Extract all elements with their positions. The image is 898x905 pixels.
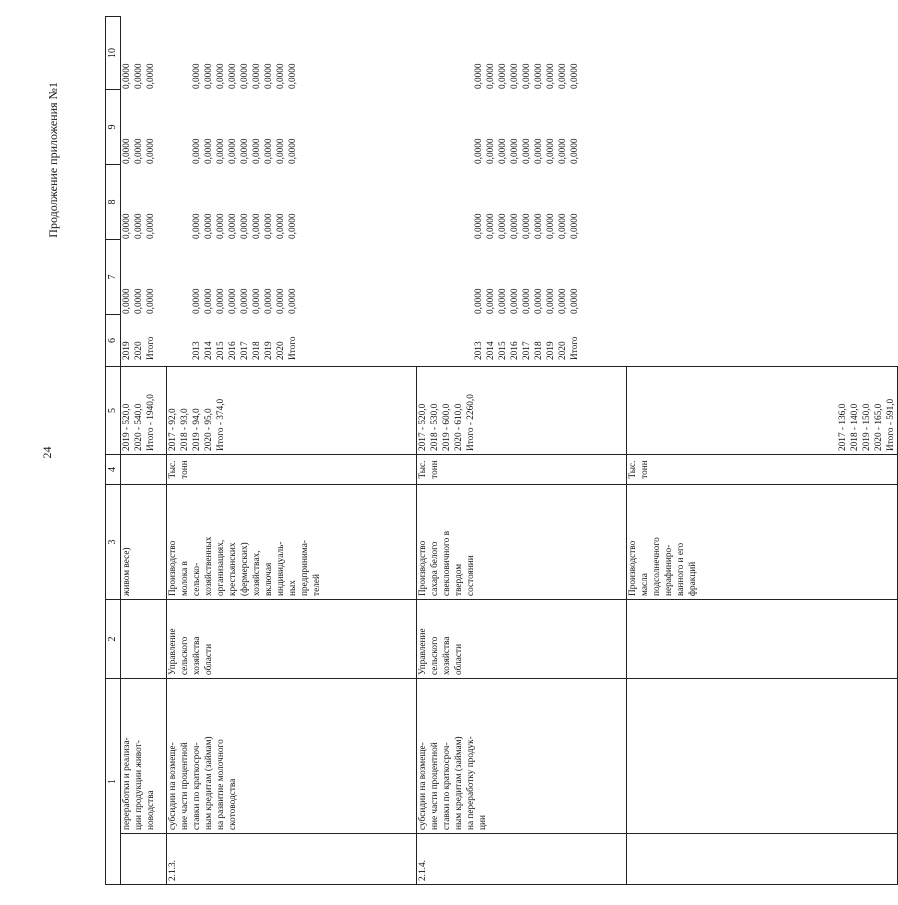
value-col8-cell: 0,0000 [509, 213, 520, 239]
financing-block [167, 17, 417, 367]
item-number-cell: 2.1.3. [167, 834, 417, 885]
value-col10-cell: 0,0000 [287, 63, 298, 89]
value-col9-cell: 0,0000 [146, 138, 156, 164]
year-cell: Итого [146, 336, 156, 360]
indicator-cell [417, 485, 627, 600]
value-col7-cell: 0,0000 [134, 288, 144, 314]
year-cell: 2015 [497, 341, 508, 360]
value-col9-cell: 0,0000 [569, 138, 580, 164]
financing-row [239, 16, 251, 366]
value-col9-cell: 0,0000 [497, 138, 508, 164]
executor-line: Управление [418, 628, 428, 675]
item-number-cell [627, 834, 898, 885]
value-col8-cell: 0,0000 [122, 213, 132, 239]
year-cell: 2014 [485, 341, 496, 360]
column-header-10: 10 [106, 17, 121, 90]
year-cell: 2017 [521, 341, 532, 360]
measure-name-line: ным кредитам (займам) [204, 736, 214, 830]
value-col10-cell: 0,0000 [545, 63, 556, 89]
value-col7-cell: 0,0000 [473, 288, 484, 314]
target-volume-cell [417, 367, 627, 455]
indicator-line: фракций [688, 561, 698, 596]
measure-name-line: скотоводства [228, 778, 238, 830]
indicator-line: предпринима- [300, 540, 310, 596]
value-col9-cell: 0,0000 [533, 138, 544, 164]
value-col10-cell: 0,0000 [146, 63, 156, 89]
value-col8-cell: 0,0000 [146, 213, 156, 239]
year-cell: 2018 [251, 341, 262, 360]
indicator-cell [121, 485, 167, 600]
financing-row [557, 16, 569, 366]
value-col10-cell: 0,0000 [533, 63, 544, 89]
value-col10-cell: 0,0000 [569, 63, 580, 89]
value-col10-cell: 0,0000 [497, 63, 508, 89]
target-volume-line: Итого - 2260,0 [466, 394, 476, 451]
value-col8-cell: 0,0000 [497, 213, 508, 239]
value-col9-cell: 0,0000 [191, 138, 202, 164]
value-col8-cell: 0,0000 [569, 213, 580, 239]
value-col7-cell: 0,0000 [275, 288, 286, 314]
item-number-cell: 2.1.4. [417, 834, 627, 885]
financing-row [275, 16, 287, 366]
measure-name-cell [121, 679, 167, 834]
indicator-cell [627, 485, 898, 600]
target-volume-line: 2019 - 600,0 [442, 403, 452, 451]
financing-table [191, 16, 299, 366]
financing-row [121, 16, 133, 366]
measure-name-line: субсидии на возмеще- [418, 742, 428, 830]
financing-row [497, 16, 509, 366]
year-cell: 2013 [473, 341, 484, 360]
value-col9-cell: 0,0000 [509, 138, 520, 164]
value-col9-cell: 0,0000 [239, 138, 250, 164]
financing-row [545, 16, 557, 366]
appendix-continuation-label: Продолжение приложения №1 [46, 82, 60, 238]
year-cell: 2020 [275, 341, 286, 360]
value-col9-cell: 0,0000 [227, 138, 238, 164]
table-row [417, 17, 627, 885]
indicator-line: нерафиниро- [664, 544, 674, 596]
target-volume-cell [627, 367, 898, 455]
executor-line: хозяйства [192, 636, 202, 675]
financing-row [133, 16, 145, 366]
measure-name-line: ние части процентной [180, 742, 190, 830]
financing-row [191, 16, 203, 366]
value-col7-cell: 0,0000 [122, 288, 132, 314]
table-row [627, 17, 898, 885]
value-col7-cell: 0,0000 [191, 288, 202, 314]
indicator-line: живом весе) [122, 547, 132, 596]
indicator-line: телей [312, 574, 322, 596]
target-volume-line: 2020 - 95,0 [204, 408, 214, 451]
value-col7-cell: 0,0000 [215, 288, 226, 314]
value-col7-cell: 0,0000 [251, 288, 262, 314]
measure-name-line: на переработку продук- [466, 736, 476, 830]
target-volume-cell [167, 367, 417, 455]
value-col9-cell: 0,0000 [215, 138, 226, 164]
measure-name-cell [167, 679, 417, 834]
value-col8-cell: 0,0000 [251, 213, 262, 239]
measure-name-line: ции [478, 815, 488, 830]
year-cell: 2020 [557, 341, 568, 360]
target-volume-line: 2018 - 140,0 [850, 403, 860, 451]
indicator-line: хозяйствах, [252, 550, 262, 596]
indicator-line: (фермерских) [240, 542, 250, 596]
indicator-line: свекловичного в [442, 530, 452, 596]
column-header-7: 7 [106, 240, 121, 315]
year-cell: 2019 [122, 341, 132, 360]
indicator-line: подсолнечного [652, 537, 662, 596]
measure-name-line: новодства [146, 790, 156, 830]
value-col10-cell: 0,0000 [122, 63, 132, 89]
value-col8-cell: 0,0000 [263, 213, 274, 239]
executor-cell [167, 600, 417, 679]
executor-line: области [454, 643, 464, 675]
value-col10-cell: 0,0000 [275, 63, 286, 89]
year-cell: 2019 [263, 341, 274, 360]
page-number: 24 [40, 446, 54, 459]
value-col10-cell: 0,0000 [203, 63, 214, 89]
target-volume-line: 2019 - 94,0 [192, 408, 202, 451]
measure-name-line: на развитие молочного [216, 739, 226, 830]
year-cell: Итого [569, 336, 580, 360]
indicator-line: молока в [180, 561, 190, 596]
value-col8-cell: 0,0000 [545, 213, 556, 239]
value-col9-cell: 0,0000 [122, 138, 132, 164]
column-header-4: 4 [106, 455, 121, 485]
value-col7-cell: 0,0000 [569, 288, 580, 314]
value-col8-cell: 0,0000 [521, 213, 532, 239]
unit-of-measure-line: Тыс. [418, 460, 428, 479]
unit-of-measure-line: Тыс. [628, 460, 638, 479]
value-col10-cell: 0,0000 [509, 63, 520, 89]
value-col10-cell: 0,0000 [263, 63, 274, 89]
value-col8-cell: 0,0000 [473, 213, 484, 239]
financing-table [473, 16, 581, 366]
financing-row [251, 16, 263, 366]
financing-row [263, 16, 275, 366]
target-volume-line: 2017 - 136,0 [838, 403, 848, 451]
unit-of-measure-line: тонн [430, 460, 440, 479]
value-col9-cell: 0,0000 [275, 138, 286, 164]
value-col7-cell: 0,0000 [263, 288, 274, 314]
year-cell: 2020 [134, 341, 144, 360]
value-col8-cell: 0,0000 [203, 213, 214, 239]
year-cell: 2015 [215, 341, 226, 360]
unit-of-measure-cell [417, 455, 627, 485]
value-col7-cell: 0,0000 [497, 288, 508, 314]
financing-row [509, 16, 521, 366]
target-volume-line: Итого - 1940,0 [146, 394, 156, 451]
target-volume-line: 2020 - 540,0 [134, 403, 144, 451]
unit-of-measure-line: тонн [180, 460, 190, 479]
target-volume-line: 2019 - 520,0 [122, 403, 132, 451]
indicator-line: состоянии [466, 555, 476, 596]
column-header-9: 9 [106, 90, 121, 165]
value-col10-cell: 0,0000 [251, 63, 262, 89]
value-col10-cell: 0,0000 [191, 63, 202, 89]
table-header-row [106, 17, 121, 885]
value-col10-cell: 0,0000 [557, 63, 568, 89]
indicator-line: Производство [628, 540, 638, 596]
target-volume-cell [121, 367, 167, 455]
target-volume-line: 2017 - 520,0 [418, 403, 428, 451]
year-cell: 2014 [203, 341, 214, 360]
value-col9-cell: 0,0000 [485, 138, 496, 164]
measure-name-line: переработки и реализа- [122, 737, 132, 830]
value-col9-cell: 0,0000 [134, 138, 144, 164]
year-cell: Итого [287, 336, 298, 360]
value-col8-cell: 0,0000 [275, 213, 286, 239]
financing-row [521, 16, 533, 366]
value-col7-cell: 0,0000 [521, 288, 532, 314]
indicator-line: ванного и его [676, 542, 686, 596]
value-col10-cell: 0,0000 [473, 63, 484, 89]
target-volume-line: 2020 - 610,0 [454, 403, 464, 451]
indicator-line: включая [264, 562, 274, 596]
target-volume-line: 2020 - 165,0 [874, 403, 884, 451]
value-col10-cell: 0,0000 [227, 63, 238, 89]
value-col9-cell: 0,0000 [545, 138, 556, 164]
financing-row [485, 16, 497, 366]
column-header-5: 5 [106, 367, 121, 455]
financing-block [121, 17, 167, 367]
financing-row [287, 16, 299, 366]
unit-of-measure-cell [627, 455, 898, 485]
value-col7-cell: 0,0000 [557, 288, 568, 314]
indicator-line: ных [288, 580, 298, 596]
column-header-3: 3 [106, 485, 121, 600]
executor-line: сельского [180, 636, 190, 675]
table-row [121, 17, 167, 885]
value-col9-cell: 0,0000 [203, 138, 214, 164]
column-header-6: 6 [106, 315, 121, 367]
year-cell: 2013 [191, 341, 202, 360]
measure-name-line: ным кредитам (займам) [454, 736, 464, 830]
item-number-cell [121, 834, 167, 885]
unit-of-measure-line: тонн [640, 460, 650, 479]
executor-cell [121, 600, 167, 679]
financing-row [203, 16, 215, 366]
measure-name-cell [417, 679, 627, 834]
value-col7-cell: 0,0000 [509, 288, 520, 314]
value-col7-cell: 0,0000 [485, 288, 496, 314]
financing-row [569, 16, 581, 366]
column-header-8: 8 [106, 165, 121, 240]
value-col10-cell: 0,0000 [134, 63, 144, 89]
target-volume-line: 2019 - 150,0 [862, 403, 872, 451]
value-col7-cell: 0,0000 [239, 288, 250, 314]
indicator-line: Производство [168, 540, 178, 596]
program-table [105, 16, 898, 885]
executor-cell [627, 600, 898, 679]
value-col8-cell: 0,0000 [134, 213, 144, 239]
year-cell: 2016 [227, 341, 238, 360]
year-cell: 2019 [545, 341, 556, 360]
column-header-2: 2 [106, 600, 121, 679]
indicator-line: индивидуаль- [276, 541, 286, 596]
target-volume-line: 2018 - 530,0 [430, 403, 440, 451]
financing-row [227, 16, 239, 366]
financing-row [145, 16, 157, 366]
target-volume-line: 2018 - 93,0 [180, 408, 190, 451]
executor-line: Управление [168, 628, 178, 675]
financing-row [215, 16, 227, 366]
value-col9-cell: 0,0000 [473, 138, 484, 164]
target-volume-line: Итого - 591,0 [886, 398, 896, 451]
value-col10-cell: 0,0000 [239, 63, 250, 89]
unit-of-measure-cell [167, 455, 417, 485]
year-cell: 2017 [239, 341, 250, 360]
value-col9-cell: 0,0000 [263, 138, 274, 164]
year-cell: 2016 [509, 341, 520, 360]
financing-block [417, 17, 627, 367]
target-volume-line: Итого - 374,0 [216, 398, 226, 451]
financing-row [473, 16, 485, 366]
measure-name-line: ние части процентной [430, 742, 440, 830]
financing-block [627, 17, 898, 367]
measure-name-line: субсидии на возмеще- [168, 742, 178, 830]
value-col8-cell: 0,0000 [227, 213, 238, 239]
value-col7-cell: 0,0000 [545, 288, 556, 314]
executor-cell [417, 600, 627, 679]
indicator-line: хозяйственных [204, 536, 214, 596]
value-col8-cell: 0,0000 [191, 213, 202, 239]
indicator-line: сахара белого [430, 541, 440, 596]
executor-line: сельского [430, 636, 440, 675]
value-col7-cell: 0,0000 [146, 288, 156, 314]
executor-line: области [204, 643, 214, 675]
value-col7-cell: 0,0000 [287, 288, 298, 314]
indicator-line: крестьянских [228, 542, 238, 596]
year-cell: 2018 [533, 341, 544, 360]
value-col9-cell: 0,0000 [287, 138, 298, 164]
financing-table [121, 16, 157, 366]
value-col9-cell: 0,0000 [521, 138, 532, 164]
measure-name-line: ставки по краткосроч- [442, 742, 452, 830]
unit-of-measure-line: Тыс. [168, 460, 178, 479]
executor-line: хозяйства [442, 636, 452, 675]
measure-name-line: ции продукции живот- [134, 740, 144, 830]
value-col8-cell: 0,0000 [557, 213, 568, 239]
value-col10-cell: 0,0000 [215, 63, 226, 89]
measure-name-line: ставки по краткосроч- [192, 742, 202, 830]
measure-name-cell [627, 679, 898, 834]
indicator-line: организациях, [216, 539, 226, 596]
financing-row [533, 16, 545, 366]
value-col10-cell: 0,0000 [521, 63, 532, 89]
indicator-line: Производство [418, 540, 428, 596]
target-volume-line: 2017 - 92,0 [168, 408, 178, 451]
value-col8-cell: 0,0000 [287, 213, 298, 239]
value-col9-cell: 0,0000 [557, 138, 568, 164]
value-col9-cell: 0,0000 [251, 138, 262, 164]
value-col7-cell: 0,0000 [533, 288, 544, 314]
column-header-1: 1 [106, 679, 121, 885]
value-col8-cell: 0,0000 [485, 213, 496, 239]
indicator-line: сельско- [192, 562, 202, 596]
indicator-cell [167, 485, 417, 600]
value-col8-cell: 0,0000 [533, 213, 544, 239]
value-col7-cell: 0,0000 [203, 288, 214, 314]
unit-of-measure-cell [121, 455, 167, 485]
value-col10-cell: 0,0000 [485, 63, 496, 89]
value-col7-cell: 0,0000 [227, 288, 238, 314]
value-col8-cell: 0,0000 [239, 213, 250, 239]
value-col8-cell: 0,0000 [215, 213, 226, 239]
table-row [167, 17, 417, 885]
indicator-line: твердом [454, 563, 464, 596]
indicator-line: масла [640, 573, 650, 596]
